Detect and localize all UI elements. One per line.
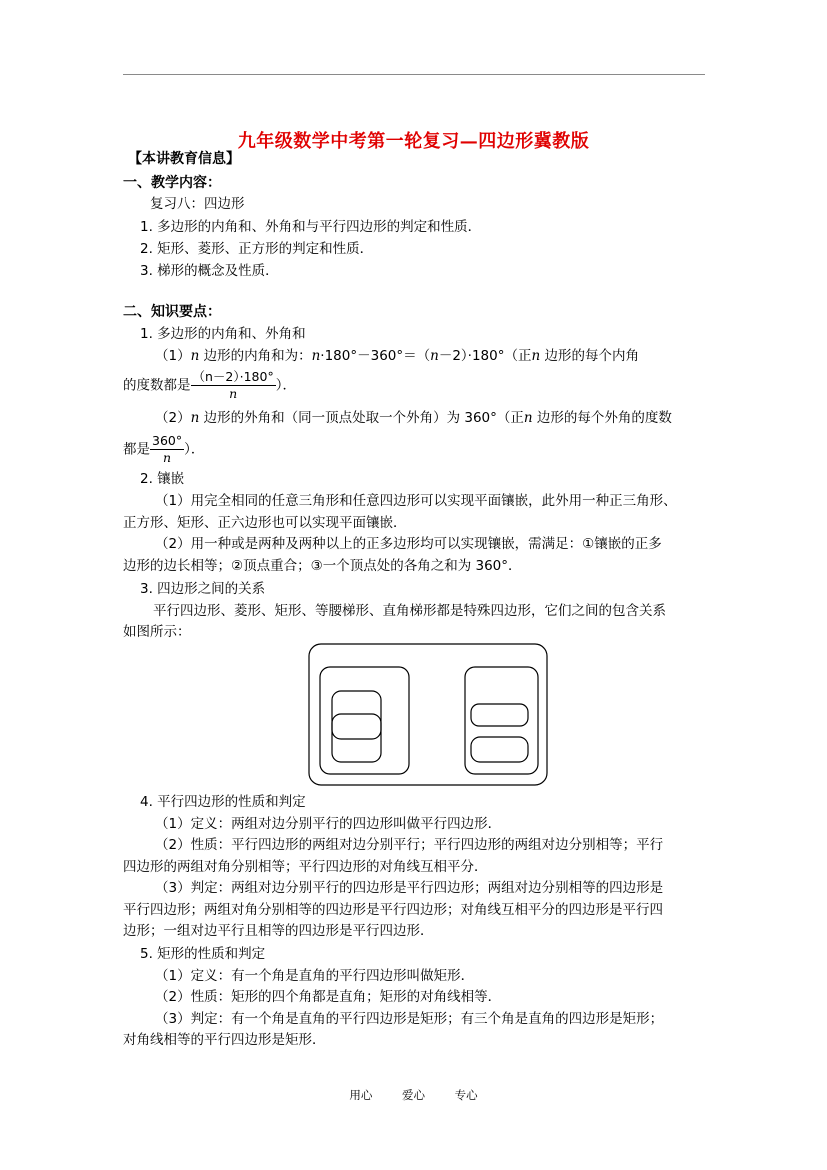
section-1-subtitle: 复习八：四边形 [150,196,245,212]
point-1-a-line2: 的度数都是 $\frac{(n-2)\cdot 180^\circ}{n}$ ）． [123,369,296,401]
section-2-heading: 二、知识要点： [123,304,221,320]
point-4-title: 4. 平行四边形的性质和判定 [140,794,306,810]
point-1-title: 1. 多边形的内角和、外角和 [140,326,306,342]
point-5-criteria-line2: 对角线相等的平行四边形是矩形． [123,1032,326,1048]
section-1-item-2: 2. 矩形、菱形、正方形的判定和性质． [140,241,374,257]
point-3-line1: 平行四边形、菱形、矩形、等腰梯形、直角梯形都是特殊四边形，它们之间的包含关系 [153,603,666,619]
point-4-criteria-line1: （3）判定：两组对边分别平行的四边形是平行四边形；两组对边分别相等的四边形是 [155,880,664,896]
section-1-heading: 一、教学内容： [123,175,221,191]
point-3-line2: 如图所示： [123,624,191,640]
document-title: 九年级数学中考第一轮复习—四边形冀教版 [237,131,590,152]
point-1-a-line1: （1）n 边形的内角和为：n·180°－360°＝（n－2）·180°（正n 边形的每个内角 [155,348,639,364]
point-5-title: 5. 矩形的性质和判定 [140,946,266,962]
point-1-b-line2: 都是 $\frac{360^\circ}{n}$ ）． [123,433,205,465]
point-2-title: 2. 镶嵌 [140,471,185,487]
point-2-a-line1: （1）用完全相同的任意三角形和任意四边形可以实现平面镶嵌，此外用一种正三角形、 [155,493,677,509]
footer-text-2: 爱心 [402,1088,425,1102]
outer-angle-fraction: $\frac{360^\circ}{n}$ [152,433,183,465]
inner-angle-fraction: $\frac{(n-2)\cdot 180^\circ}{n}$ [192,369,274,401]
point-5-definition: （1）定义：有一个角是直角的平行四边形叫做矩形． [155,968,475,984]
point-4-property-line2: 四边形的两组对角分别相等；平行四边形的对角线互相平分． [123,859,488,875]
page-footer [0,1087,827,1103]
point-4-property-line1: （2）性质：平行四边形的两组对边分别平行；平行四边形的两组对边分别相等；平行 [155,837,664,853]
point-2-a-line2: 正方形、矩形、正六边形也可以实现平面镶嵌． [123,515,407,531]
right-trapezoid-set [471,737,528,762]
point-4-criteria-line2: 平行四边形；两组对角分别相等的四边形是平行四边形；对角线互相平分的四边形是平行四 [123,902,663,918]
point-3-title: 3. 四边形之间的关系 [140,581,266,597]
section-1-item-1: 1. 多边形的内角和、外角和与平行四边形的判定和性质． [140,219,482,235]
point-5-criteria-line1: （3）判定：有一个角是直角的平行四边形是矩形；有三个角是直角的四边形是矩形； [155,1011,664,1027]
point-2-b-line1: （2）用一种或是两种及两种以上的正多边形均可以实现镶嵌，需满足：①镶嵌的正多 [155,536,662,552]
quadrilateral-relationship-diagram [308,643,548,786]
point-2-b-line2: 边形的边长相等；②顶点重合；③一个顶点处的各角之和为 360°． [123,558,522,574]
header-rule [123,74,705,75]
rectangle-set [332,714,381,739]
point-4-definition: （1）定义：两组对边分别平行的四边形叫做平行四边形． [155,816,502,832]
point-4-criteria-line3: 边形；一组对边平行且相等的四边形是平行四边形． [123,923,434,939]
info-heading: 【本讲教育信息】 [128,151,240,167]
isosceles-trapezoid-set [471,704,528,726]
point-1-b-line1: （2）n 边形的外角和（同一顶点处取一个外角）为 360°（正n 边形的每个外角的度数 [155,410,672,426]
footer-text-1: 用心 [349,1088,373,1102]
section-1-item-3: 3. 梯形的概念及性质． [140,263,279,279]
point-5-property: （2）性质：矩形的四个角都是直角；矩形的对角线相等． [155,989,502,1005]
rhombus-set [332,691,381,762]
footer-text-3: 专心 [454,1088,478,1102]
